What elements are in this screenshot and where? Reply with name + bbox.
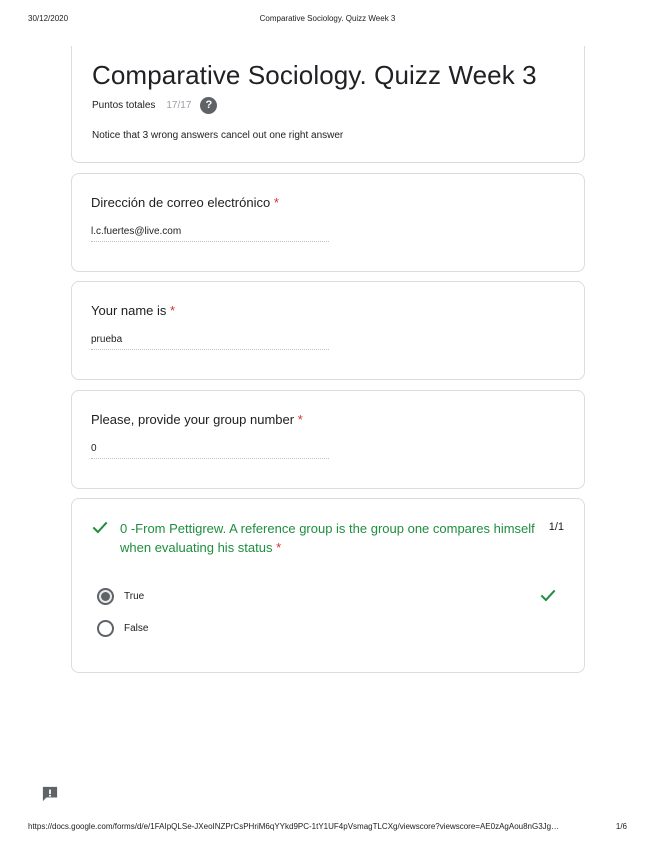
quiz-score: 1/1 — [548, 521, 564, 533]
help-icon[interactable]: ? — [200, 97, 217, 114]
check-icon — [90, 517, 110, 537]
question-text: Dirección de correo electrónico — [91, 195, 271, 210]
points-label: Puntos totales — [92, 99, 156, 111]
print-footer — [0, 822, 655, 836]
correct-check-icon — [538, 585, 558, 605]
name-answer: prueba — [91, 334, 329, 350]
question-label — [91, 412, 303, 427]
question-text: Please, provide your group number — [91, 412, 295, 427]
question-label — [91, 195, 279, 210]
form-header-card — [71, 46, 585, 163]
question-card-name — [71, 281, 585, 380]
radio-dot — [101, 592, 110, 601]
points-row — [92, 96, 217, 114]
option-false[interactable] — [97, 618, 148, 638]
points-value: 17/17 — [166, 99, 192, 111]
option-label: True — [124, 590, 145, 602]
report-icon[interactable] — [41, 786, 59, 802]
print-date: 30/12/2020 — [28, 14, 69, 23]
print-header — [0, 14, 655, 28]
required-mark: * — [170, 303, 176, 318]
footer-url: https://docs.google.com/forms/d/e/1FAIpQLSe-JXeoINZPrCsPHriM6qYYkd9PC-1tY1UF4pVsmagTLCXg/viewscore?viewscore=AE0zAgAou8nG3Jg… — [28, 822, 560, 831]
quiz-question-text — [120, 519, 550, 557]
email-answer: l.c.fuertes@live.com — [91, 226, 329, 242]
print-title: Comparative Sociology. Quizz Week 3 — [259, 14, 396, 23]
question-card-email — [71, 173, 585, 272]
question-card-group — [71, 390, 585, 489]
question-text: Your name is — [91, 303, 167, 318]
option-label: False — [124, 622, 149, 634]
radio-unselected[interactable] — [97, 620, 114, 637]
required-mark: * — [276, 540, 282, 555]
required-mark: * — [297, 412, 303, 427]
footer-page: 1/6 — [615, 822, 627, 831]
option-true[interactable] — [97, 586, 144, 606]
radio-selected[interactable] — [97, 588, 114, 605]
form-description: Notice that 3 wrong answers cancel out one right answer — [92, 130, 344, 141]
question-label — [91, 303, 175, 318]
group-answer: 0 — [91, 443, 329, 459]
quiz-question-body: 0 -From Pettigrew. A reference group is the group one compares himself when evaluating his status — [120, 521, 535, 555]
required-mark: * — [273, 195, 279, 210]
form-title: Comparative Sociology. Quizz Week 3 — [92, 60, 537, 90]
quiz-question-card — [71, 498, 585, 673]
